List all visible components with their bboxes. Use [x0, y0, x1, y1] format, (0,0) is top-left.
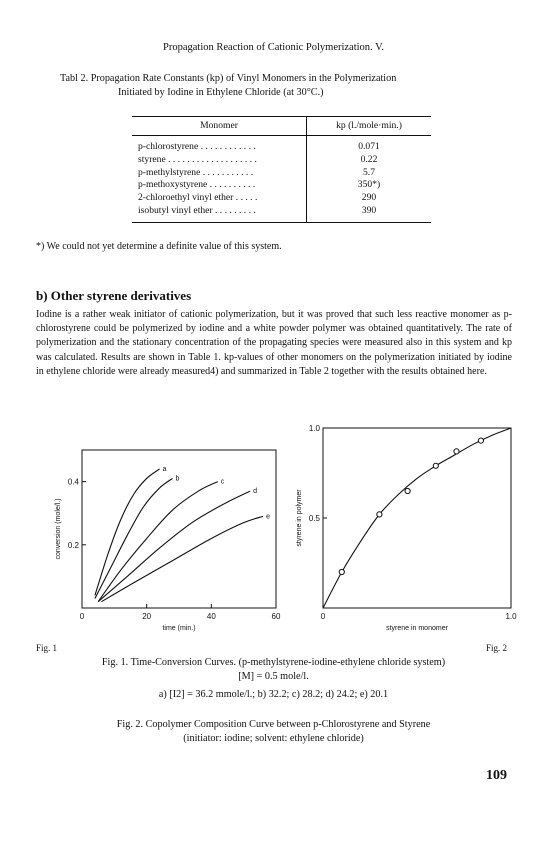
x-axis-label: styrene in monomer [386, 625, 448, 632]
table-row [132, 154, 431, 167]
kp-cell: 0.071 [307, 136, 432, 154]
series-label-a: a [162, 465, 167, 473]
series-line-c [98, 482, 218, 602]
x-tick-label: 20 [142, 612, 152, 621]
column-header-monomer: Monomer [132, 117, 307, 136]
section-heading: b) Other styrene derivatives [36, 288, 192, 303]
y-axis-label: styrene in polymer [296, 489, 303, 547]
monomer-cell: styrene . . . . . . . . . . . . . . . . . . . [138, 153, 257, 165]
series-label-b: b [175, 475, 180, 483]
monomer-cell: p-chlorostyrene . . . . . . . . . . . . [138, 141, 256, 152]
fig1-label: Fig. 1 [36, 643, 58, 653]
y-tick-label: 0.4 [67, 477, 79, 487]
figures [0, 420, 547, 650]
fig2-chart [296, 424, 517, 632]
kp-cell: 350*) [307, 179, 432, 192]
table-footnote: *) We could not yet determine a definite value of this system. [36, 241, 282, 252]
monomer-cell: 2-chloroethyl vinyl ether . . . . . [138, 192, 258, 204]
series-line-b [95, 478, 173, 598]
x-tick-label: 0 [79, 612, 85, 621]
x-tick-label: 40 [206, 612, 216, 621]
kp-cell: 5.7 [307, 167, 432, 180]
page-number: 109 [486, 768, 507, 783]
table-row [132, 205, 431, 222]
plot-frame [323, 428, 511, 608]
data-point [478, 438, 483, 443]
column-header-kp: kp (l./mole·min.) [307, 117, 432, 136]
data-point [405, 488, 410, 493]
body-paragraph: Iodine is a rather weak initiator of cationic polymerization, but it was proved that such less reactive monomer as p-chlorostyrene could be polymerized by iodine and a white powder polymer was obtained quantitatively. The rate of polymerization and the stationary concentration of the propagating species were measured also in this system and kp was calculated. Results are shown in Table 1. kp-values of other monomers on the polymerization initiated by iodine in ethylene chloride were already measured4) and summarized in Table 2 together with the results obtained here. [36, 309, 512, 377]
table-caption-line2: Initiated by Iodine in Ethylene Chloride (at 30°C.) [118, 87, 324, 98]
fig1-chart [55, 450, 281, 632]
series-label-d: d [253, 488, 258, 496]
y-tick-label: 0.5 [308, 514, 320, 523]
y-tick-label: 1.0 [308, 424, 320, 433]
x-tick-label: 60 [271, 612, 281, 621]
table-row [132, 192, 431, 205]
kp-cell: 390 [307, 205, 432, 222]
data-point [339, 569, 344, 574]
fig2-caption-line1: Fig. 2. Copolymer Composition Curve between p-Chlorostyrene and Styrene [116, 719, 431, 730]
table-row [132, 179, 431, 192]
y-axis-label: conversion (mole/l.) [55, 498, 62, 560]
x-tick-label: 1.0 [505, 612, 517, 621]
table-row [132, 136, 431, 154]
kp-cell: 290 [307, 192, 432, 205]
y-tick-label: 0.2 [67, 540, 79, 550]
table-row [132, 167, 431, 180]
table-caption [60, 72, 500, 100]
series-label-e: e [266, 513, 270, 521]
table-header-row [132, 117, 431, 136]
data-point [377, 512, 382, 517]
composition-curve [323, 428, 511, 608]
data-point [433, 463, 438, 468]
x-axis-label: time (min.) [162, 625, 196, 632]
fig2-caption [0, 718, 547, 746]
x-tick-label: 0 [320, 612, 326, 621]
data-point [454, 449, 459, 454]
fig1-caption-line1: Fig. 1. Time-Conversion Curves. (p-methylstyrene-iodine-ethylene chloride system) [101, 657, 446, 668]
fig1-caption-line3: a) [I2] = 36.2 mmole/l.; b) 32.2; c) 28.2; d) 24.2; e) 20.1 [158, 689, 389, 700]
fig1-caption [0, 656, 547, 702]
monomer-cell: isobutyl vinyl ether . . . . . . . . . [132, 205, 307, 222]
monomer-cell: p-methylstyrene . . . . . . . . . . . [138, 166, 254, 178]
series-label-c: c [220, 478, 225, 486]
rate-constants-table [132, 116, 431, 223]
plot-frame [82, 450, 276, 608]
fig1-caption-line2: [M] = 0.5 mole/l. [238, 671, 309, 682]
kp-cell: 0.22 [307, 154, 432, 167]
table-caption-line1: Tabl 2. Propagation Rate Constants (kp) of Vinyl Monomers in the Polymerization [60, 73, 397, 84]
monomer-cell: p-methoxystyrene . . . . . . . . . . [138, 179, 256, 191]
fig2-label: Fig. 2 [485, 643, 507, 653]
running-header: Propagation Reaction of Cationic Polymerization. V. [163, 42, 384, 53]
fig2-caption-line2: (initiator: iodine; solvent: ethylene chloride) [183, 733, 364, 744]
